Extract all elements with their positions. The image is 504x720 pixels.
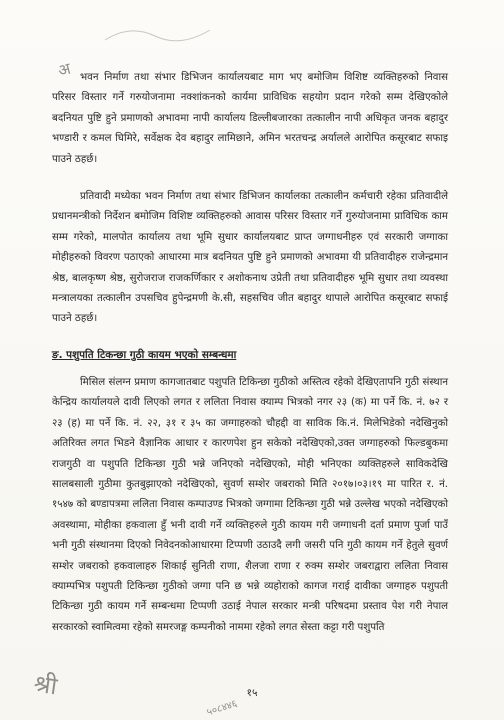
section-heading: ङ. पशुपति टिकन्छा गुठी कायम भएको सम्बन्धमा [52, 349, 237, 361]
handwritten-scribble-bottom: ५०८४४६ [205, 698, 239, 719]
paragraph-2: प्रतिवादी मध्येका भवन निर्माण तथा संभार डिभिजन कार्यालका तत्कालीन कर्मचारी रहेका प्रतिवादीले प्रधानमन्त्रीको निर्देशन बमोजिम विशिष्ट व्यक्तिहरुको आवास परिसर विस्तार गर्ने गुरुयोजनामा प्राविधिक काम सम्म गरेको, मालपोत कार्यालय तथा भूमि सुधार कार्यालयबाट प्राप्त जग्गाधनीहरु एवं सरकारी जग्गाका मोहीहरुको विवरण पठाएको आधारमा मात्र बदनियत पुष्टि हुने प्रमाणको अभावमा यी प्रतिवादीहरु राजेन्द्रमान श्रेष्ठ, बालकृष्ण श्रेष्ठ, सुरोजराज राजकर्णिकार र अशोकनाथ उप्रेती तथा प्रतिवादीहरु भूमि सुधार तथा व्यवस्था मन्त्रालयका तत्कालीन उपसचिव हुपेन्द्रमणी के.सी, सहसचिव जीत बहादुर थापाले आरोपित कसूरबाट सफाई पाउने ठहर्छ। [52, 191, 448, 325]
paragraph-3: मिसिल संलग्न प्रमाण कागजातबाट पशुपति टिकिन्छा गुठीको अस्तित्व रहेको देखिएतापनि गुठी संस्थान केन्द्रिय कार्यालयले दावी लिएको लगत र ललिता निवास क्याम्प भित्रको नगर २३ (क) मा पर्ने कि. नं. ७२ र २३ (ह) मा पर्ने कि. नं. २२, ३१ र ३५ का जग्गाहरुको चौहद्दी वा साविक कि.नं. मिलेभिडेको नदेखिनुको अतिरिक्त लगत भिडने वैज्ञानिक आधार र कारणपेश हुन सकेको नदेखिएको,उक्त जग्गाहरुको फिल्डबुकमा राजगुठी वा पशुपति टिकिन्छा गुठी भन्ने जनिएको नदेखिएको, मोही भनिएका व्यक्तिहरुले साविकदेखि सालबसाली गुठीमा कुतबुझाएको नदेखिएको, सुवर्ण सम्शेर जबराको मिति २०१७।०३।१९ मा पारित र. नं. १५४७ को बण्डापत्रमा ललिता निवास कम्पाउण्ड भित्रको जग्गामा टिकिन्छा गुठी भन्ने उल्लेख भएको नदेखिएको अवस्थामा, मोहीका हकवाला हुँ भनी दावी गर्ने व्यक्तिहरुले गुठी कायम गरी जग्गाधनी दर्ता प्रमाण पुर्जा पाउँ भनी गुठी संस्थानमा दिएको निवेदनकोआधारमा टिप्पणी उठाउदै लगी जसरी पनि गुठी कायम गर्ने हेतुले सुवर्ण सम्शेर जबराको हकवालाहरु शिकाई सुनिती राणा, शैलजा राणा र रुक्म सम्शेर जबराद्वारा ललिता निवास क्याम्पभित्र पशुपती टिकिन्छा गुठीको जग्गा पनि छ भन्ने व्यहोराको कागज गराई दावीका जग्गाहरु पशुपती टिकिन्छा गुठी कायम गर्ने सम्बन्धमा टिप्पणी उठाई नेपाल सरकार मन्त्री परिषदमा प्रस्ताव पेश गरी नेपाल सरकारको स्वामित्वमा रहेको समरजङ्ग कम्पनीको नाममा रहेको लगत सेस्ता कट्टा गरी पशुपति [52, 377, 448, 633]
handwritten-mark-top: अ [55, 58, 73, 81]
handwritten-scribble-top [100, 12, 220, 52]
page-number: १५ [246, 687, 258, 699]
paragraph-1: भवन निर्माण तथा संभार डिभिजन कार्यालयबाट माग भए बमोजिम विशिष्ट व्यक्तिहरुको निवास परिसर विस्तार गर्ने गरुयोजनामा नक्शांकनको कार्यमा प्राविधिक सहयोग प्रदान गरेको सम्म देखिएकोले बदनियत पुष्टि हुने प्रमाणको अभावमा नापी कार्यालय डिल्लीबजारका तत्कालीन नापी अधिकृत जनक बहादुर भण्डारी र कमल घिमिरे, सर्वेक्षक देव बहादुर लामिछाने, अमिन भरतचन्द्र अर्यालले आरोपित कसूरबाट सफाइ पाउने ठहर्छ। [52, 72, 448, 165]
handwritten-signature: श्री [32, 669, 59, 701]
